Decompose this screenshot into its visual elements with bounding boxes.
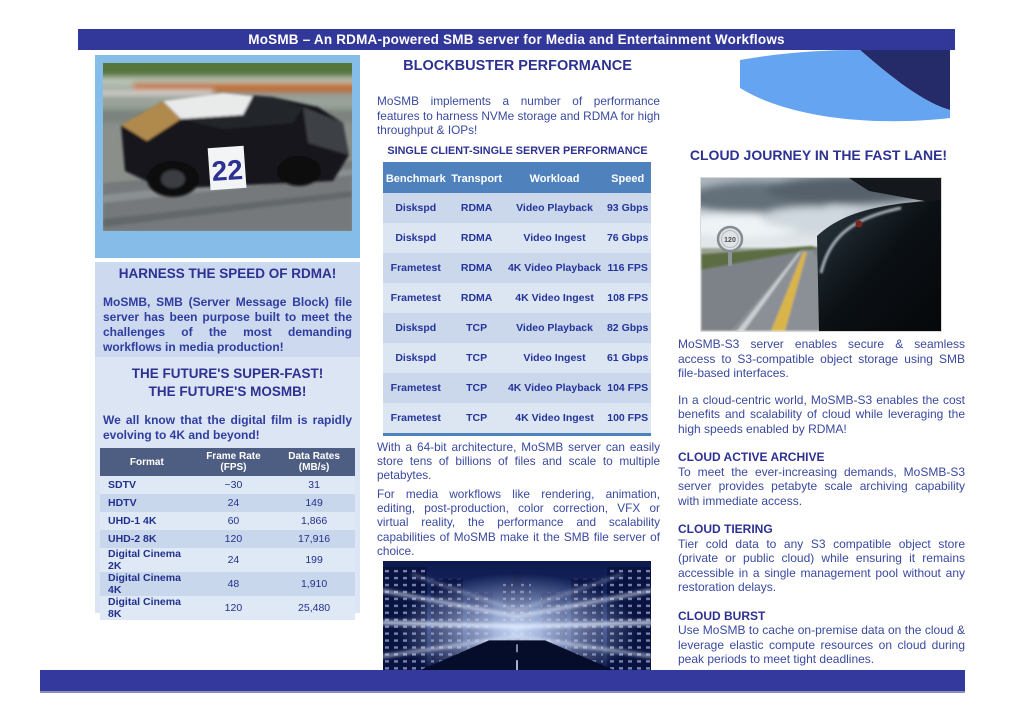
table-cell: Digital Cinema 2K [108,548,181,572]
table-cell: 4K Video Playback [507,382,602,394]
table-row [383,373,651,403]
cloud-journey-heading: CLOUD JOURNEY IN THE FAST LANE! [689,147,948,163]
harness-heading: HARNESS THE SPEED OF RDMA! [118,266,337,281]
table-row [383,343,651,373]
cloud-burst-heading: CLOUD BURST [678,608,766,623]
column-header: Frame Rate (FPS) [194,448,273,476]
future-paragraph: We all know that the digital film is rapidly evolving to 4K and beyond! [103,413,352,442]
race-car-photo-panel [95,55,360,258]
table-cell: RDMA [460,292,493,304]
cloud-tiering-body: Tier cold data to any S3 compatible object store (private or public cloud) while ensuring it remains accessible in a single management pool without any restoration delays. [678,536,965,594]
table-cell: Frametest [390,412,441,424]
table-row [100,530,355,548]
table-header-row [100,448,355,476]
cloud-active-archive-heading: CLOUD ACTIVE ARCHIVE [678,450,825,464]
table-cell: Frametest [390,262,441,274]
table-cell: Video Ingest [523,352,586,364]
table-cell: TCP [466,352,488,364]
table-cell: 76 Gbps [606,232,649,244]
table-row [100,476,355,494]
table-cell: RDMA [460,232,493,244]
architecture-paragraph: With a 64-bit architecture, MoSMB server can easily store tens of billions of files and scale to multiple petabytes. [377,440,660,483]
table-row [100,572,355,596]
table-cell: Diskspd [395,202,437,214]
table-cell: Frametest [390,292,441,304]
title-banner: MoSMB – An RDMA-powered SMB server for Media and Entertainment Workflows [78,29,955,50]
table-cell: 100 FPS [607,412,649,424]
race-car-photo [103,63,352,231]
format-table [100,448,355,620]
harness-paragraph: MoSMB, SMB (Server Message Block) file server has been purpose built to meet the challenges of the most demanding workflows in media production! [103,295,352,354]
table-cell: Diskspd [395,232,437,244]
table-cell: 108 FPS [607,292,649,304]
table-row [383,313,651,343]
table-cell: 120 [224,533,243,545]
table-cell: RDMA [460,202,493,214]
race-car-number: 22 [210,153,244,188]
cloud-text-block [678,337,965,667]
table-cell: Frametest [390,382,441,394]
table-row [100,494,355,512]
table-cell: Diskspd [395,352,437,364]
table-row [383,223,651,253]
column-header: Data Rates (MB/s) [273,448,355,476]
table-cell: 120 [224,602,243,614]
table-cell: 82 Gbps [606,322,649,334]
cloud-burst-body: Use MoSMB to cache on-premise data on the cloud & leverage elastic compute resources on cloud during peak periods to meet tight deadlines. [678,623,965,666]
column-header: Workload [505,164,605,194]
future-heading-line2: THE FUTURE'S MOSMB! [148,384,307,399]
column-header: Benchmark [383,164,449,194]
table-cell: Video Playback [516,202,593,214]
table-cell: 4K Video Ingest [515,412,594,424]
performance-table-header [383,164,651,194]
table-row [100,548,355,572]
table-cell: 25,480 [298,602,331,614]
table-cell: TCP [466,412,488,424]
table-cell: 61 Gbps [606,352,649,364]
table-cell: 48 [227,578,240,590]
cloud-active-archive-body: To meet the ever-increasing demands, MoSMB-S3 server provides petabyte scale archiving capability with immediate access. [678,464,965,508]
table-row [383,283,651,313]
speed-limit-value: 120 [724,237,736,244]
table-cell: 104 FPS [607,382,649,394]
table-cell: 24 [227,554,240,566]
table-row [383,403,651,435]
table-cell: 1,910 [300,578,328,590]
table-cell: 1,866 [300,515,328,527]
table-row [100,596,355,620]
table-header-row [383,164,651,194]
table-cell: ~30 [224,479,243,491]
cloud-road-photo [700,177,942,332]
table-cell: 149 [305,497,323,509]
perf-table-caption: SINGLE CLIENT-SINGLE SERVER PERFORMANCE [387,145,648,157]
table-cell: TCP [466,382,488,394]
table-cell: Diskspd [395,322,437,334]
table-cell: 31 [308,479,320,491]
future-heading [95,365,360,401]
performance-table [383,162,651,436]
column-header: Transport [449,164,505,194]
table-cell: 24 [227,497,240,509]
blockbuster-heading: BLOCKBUSTER PERFORMANCE [403,58,632,74]
cloud-tiering-heading: CLOUD TIERING [678,522,773,536]
table-row [383,193,651,223]
table-cell: Video Ingest [523,232,586,244]
blockbuster-intro: MoSMB implements a number of performance features to harness NVMe storage and RDMA for high throughput & IOPs! [377,94,660,137]
table-cell: 116 FPS [607,262,648,274]
media-workflows-paragraph: For media workflows like rendering, animation, editing, post-production, color correction, VFX or virtual reality, the performance and scalability capabilities of MoSMB make it the SMB file server of choice. [377,487,660,558]
table-row [100,512,355,530]
column-header: Format [100,448,194,476]
table-cell: Digital Cinema 8K [108,596,181,620]
table-cell: 17,916 [298,533,331,545]
performance-table-body [383,193,651,435]
table-cell: Video Playback [516,322,593,334]
corner-swoosh-graphic [740,50,950,126]
table-cell: 4K Video Ingest [515,292,594,304]
format-table-header [100,448,355,476]
footer-bar [40,670,965,693]
future-heading-line1: THE FUTURE'S SUPER-FAST! [131,366,324,381]
table-cell: 199 [305,554,323,566]
table-cell: SDTV [108,479,137,491]
data-highway-photo [383,561,651,686]
table-cell: UHD-1 4K [108,515,157,527]
table-cell: 4K Video Playback [507,262,602,274]
table-cell: 93 Gbps [606,202,649,214]
cloud-centric-paragraph: In a cloud-centric world, MoSMB-S3 enables the cost benefits and scalability of cloud while leveraging the high speeds enabled by RDMA! [678,392,965,436]
table-cell: HDTV [108,497,137,509]
table-cell: RDMA [460,262,493,274]
table-cell: TCP [466,322,488,334]
s3-paragraph: MoSMB-S3 server enables secure & seamless access to S3-compatible object storage using SMB file-based interfaces. [678,337,965,380]
table-cell: UHD-2 8K [108,533,157,545]
table-cell: 60 [227,515,240,527]
table-row [383,253,651,283]
table-cell: Digital Cinema 4K [108,572,181,596]
column-header: Speed [604,164,651,194]
format-table-body [100,476,355,620]
